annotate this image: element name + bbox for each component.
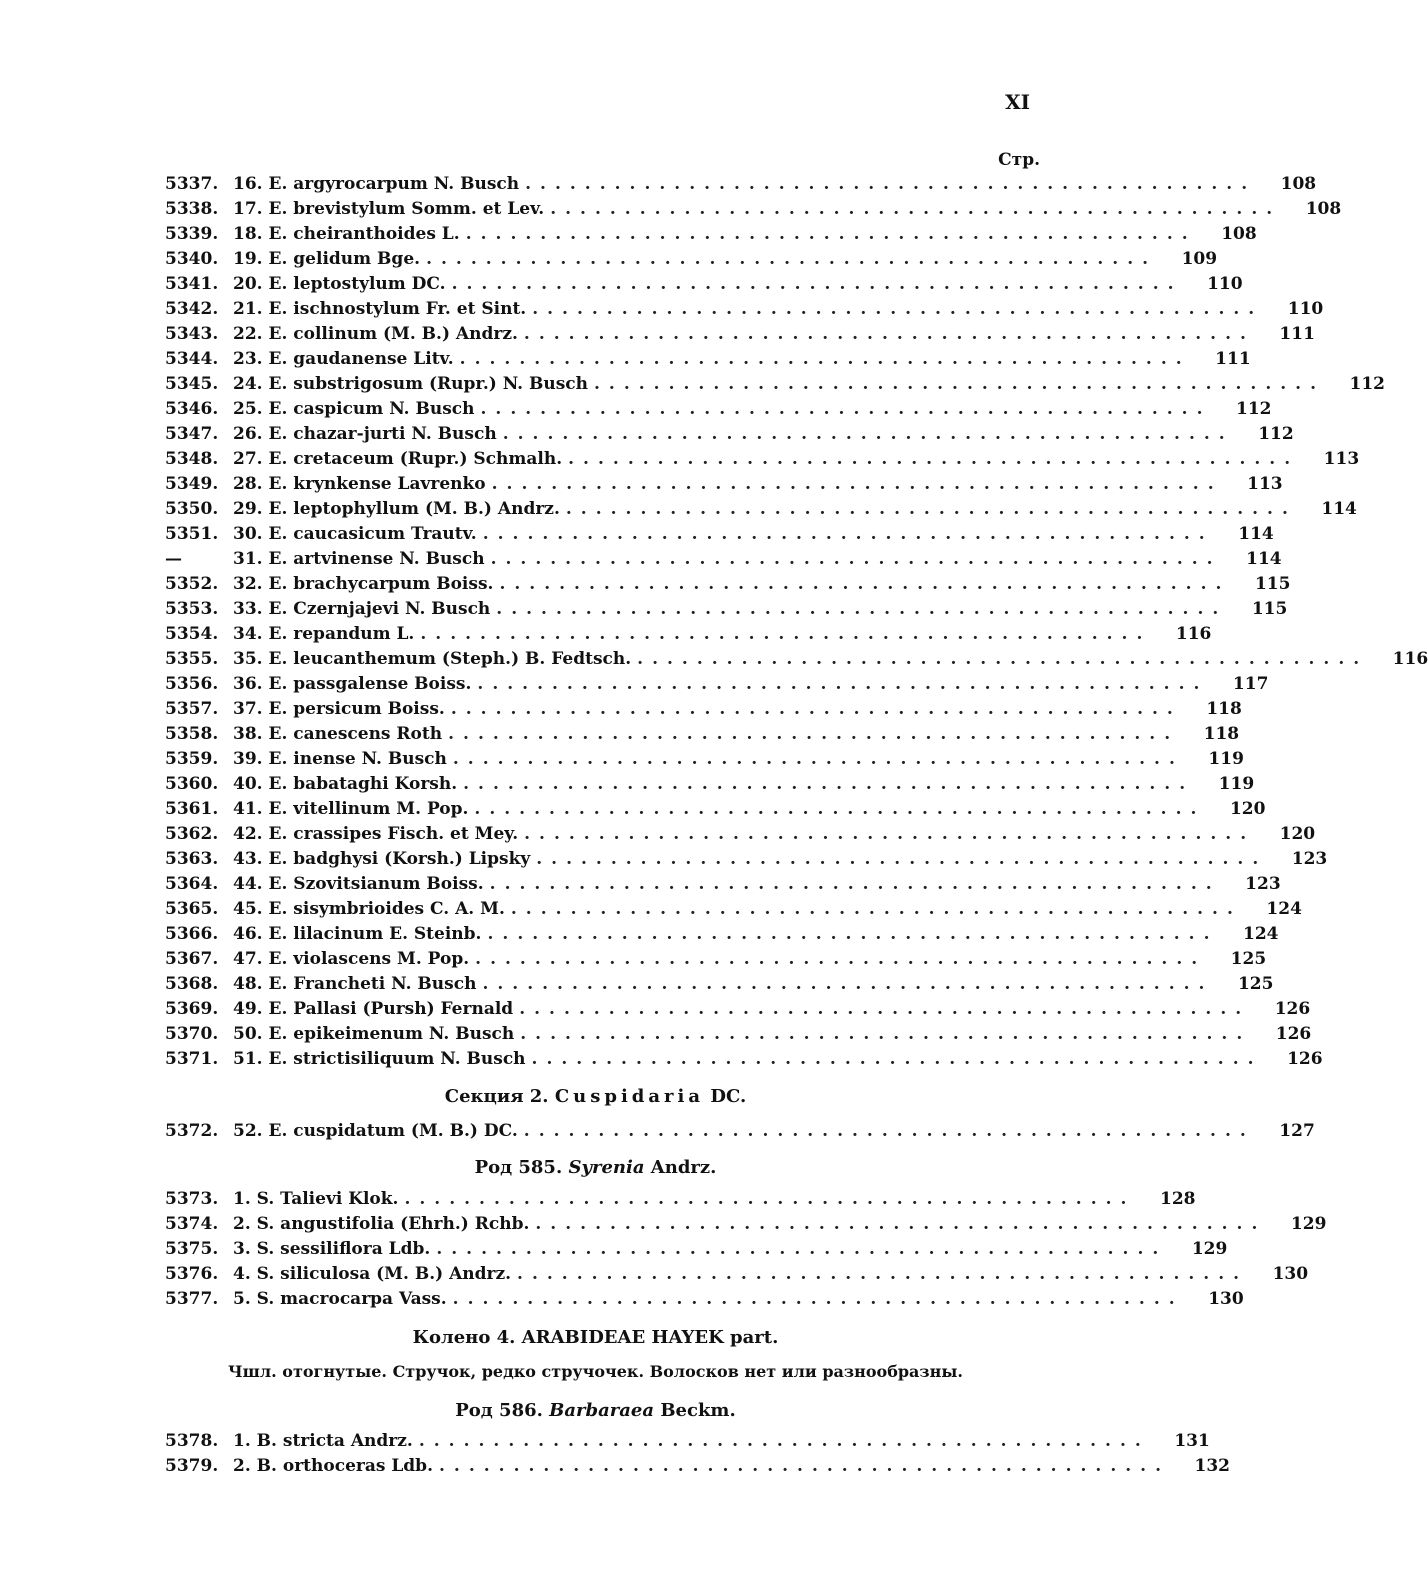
entry-number: 5348.: [165, 448, 219, 469]
entry-title: 44. E. Szovitsianum Boiss.: [233, 873, 484, 894]
entry-number: 5373.: [165, 1188, 219, 1209]
entry-number: 5346.: [165, 398, 219, 419]
page-number: XI: [1005, 90, 1030, 114]
list-item: 5339. 18. E. cheiranthoides L. ................................................. 108: [165, 223, 1257, 244]
entry-title: 23. E. gaudanense Litv.: [233, 348, 454, 369]
entry-title: 21. E. ischnostylum Fr. et Sint.: [233, 298, 527, 319]
entry-page: 132: [1194, 1455, 1231, 1476]
entry-title: 47. E. violascens M. Pop.: [233, 948, 470, 969]
entry-number: 5359.: [165, 748, 219, 769]
list-item: 5369. 49. E. Pallasi (Pursh) Fernald ................................................. 126: [165, 998, 1311, 1019]
list-item: 5371. 51. E. strictisiliquum N. Busch ................................................. 126: [165, 1048, 1323, 1069]
entry-page: 123: [1245, 873, 1281, 894]
entry-number: —: [165, 548, 182, 569]
entry-title: 17. E. brevistylum Somm. et Lev.: [233, 198, 545, 219]
entry-title: 3. S. sessiliflora Ldb.: [233, 1238, 431, 1259]
list-item: 5358. 38. E. canescens Roth ................................................. 118: [165, 723, 1240, 744]
entry-title: 37. E. persicum Boiss.: [233, 698, 445, 719]
list-item: 5364. 44. E. Szovitsianum Boiss. ................................................. 123: [165, 873, 1281, 894]
entry-page: 113: [1323, 448, 1360, 469]
entry-number: 5363.: [165, 848, 219, 869]
entry-number: 5343.: [165, 323, 219, 344]
list-item: 5366. 46. E. lilacinum E. Steinb. ................................................. 124: [165, 923, 1279, 944]
list-item: 5363. 43. E. badghysi (Korsh.) Lipsky ................................................. 123: [165, 848, 1328, 869]
entry-title: 30. E. caucasicum Trautv.: [233, 523, 477, 544]
list-item: 5365. 45. E. sisymbrioides C. A. M. ................................................. 124: [165, 898, 1302, 919]
list-item: 5341. 20. E. leptostylum DC. ................................................. 110: [165, 273, 1243, 294]
entry-page: 130: [1208, 1288, 1244, 1309]
section-prefix: Секция 2.: [444, 1086, 549, 1107]
list-item: 5351. 30. E. caucasicum Trautv. ................................................. 114: [165, 523, 1274, 544]
entry-number: 5337.: [165, 173, 219, 194]
entry-page: 111: [1215, 348, 1251, 369]
entry-number: 5376.: [165, 1263, 219, 1284]
list-item: 5352. 32. E. brachycarpum Boiss. ................................................. 115: [165, 573, 1291, 594]
entry-title: 1. B. stricta Andrz.: [233, 1430, 413, 1451]
entry-title: 34. E. repandum L.: [233, 623, 415, 644]
list-item: 5379. 2. B. orthoceras Ldb. ................................................. 132: [165, 1455, 1231, 1476]
entry-number: 5357.: [165, 698, 219, 719]
entry-title: 41. E. vitellinum M. Pop.: [233, 798, 469, 819]
list-item: 5368. 48. E. Francheti N. Busch ................................................. 125: [165, 973, 1274, 994]
list-item: 5357. 37. E. persicum Boiss. ................................................. 118: [165, 698, 1242, 719]
entry-title: 20. E. leptostylum DC.: [233, 273, 446, 294]
entry-title: 43. E. badghysi (Korsh.) Lipsky: [233, 848, 531, 869]
entry-page: 108: [1305, 198, 1342, 219]
entry-page: 114: [1246, 548, 1282, 569]
list-item: 5349. 28. E. krynkense Lavrenko ................................................. 113: [165, 473, 1283, 494]
entry-page: 116: [1175, 623, 1212, 644]
entry-title: 39. E. inense N. Busch: [233, 748, 447, 769]
list-item: 5360. 40. E. babataghi Korsh. ................................................. 119: [165, 773, 1255, 794]
entry-title: 5. S. macrocarpa Vass.: [233, 1288, 447, 1309]
entry-page: 124: [1243, 923, 1279, 944]
list-item: 5370. 50. E. epikeimenum N. Busch ................................................. 126: [165, 1023, 1312, 1044]
entry-title: 2. S. angustifolia (Ehrh.) Rchb.: [233, 1213, 530, 1234]
entry-number: 5338.: [165, 198, 219, 219]
genus-prefix: Род 585.: [474, 1157, 563, 1178]
list-item: 5362. 42. E. crassipes Fisch. et Mey. ................................................. 120: [165, 823, 1316, 844]
entry-page: 127: [1279, 1120, 1315, 1141]
genus-author: Andrz.: [650, 1157, 717, 1178]
entry-number: 5353.: [165, 598, 219, 619]
entry-page: 119: [1218, 773, 1255, 794]
list-item: 5359. 39. E. inense N. Busch ................................................. 119: [165, 748, 1244, 769]
entry-page: 129: [1290, 1213, 1327, 1234]
genus-heading: [0, 1157, 1191, 1178]
entry-page: 109: [1181, 248, 1218, 269]
entry-number: 5369.: [165, 998, 219, 1019]
entry-number: 5356.: [165, 673, 219, 694]
list-item: 5338. 17. E. brevistylum Somm. et Lev. ................................................. 108: [165, 198, 1342, 219]
list-item: 5348. 27. E. cretaceum (Rupr.) Schmalh. ................................................. 113: [165, 448, 1360, 469]
entry-page: 113: [1247, 473, 1283, 494]
entry-number: 5349.: [165, 473, 219, 494]
list-item: — 31. E. artvinense N. Busch ................................................. 114: [165, 548, 1282, 569]
entry-title: 42. E. crassipes Fisch. et Mey.: [233, 823, 519, 844]
entry-page: 110: [1207, 273, 1243, 294]
page-column-header: Стр.: [998, 150, 1040, 170]
list-item: 5377. 5. S. macrocarpa Vass. ................................................. 130: [165, 1288, 1244, 1309]
entry-title: 52. E. cuspidatum (M. B.) DC.: [233, 1120, 518, 1141]
list-item: 5355. 35. E. leucanthemum (Steph.) B. Fedtsch. ................................................. 116: [165, 648, 1428, 669]
entry-number: 5375.: [165, 1238, 219, 1259]
entry-title: 16. E. argyrocarpum N. Busch: [233, 173, 520, 194]
entry-page: 126: [1274, 998, 1311, 1019]
entry-title: 27. E. cretaceum (Rupr.) Schmalh.: [233, 448, 563, 469]
entry-page: 120: [1229, 798, 1266, 819]
entry-page: 112: [1349, 373, 1386, 394]
entry-number: 5344.: [165, 348, 219, 369]
entry-title: 51. E. strictisiliquum N. Busch: [233, 1048, 526, 1069]
entry-title: 36. E. passgalense Boiss.: [233, 673, 472, 694]
list-item: 5350. 29. E. leptophyllum (M. B.) Andrz. ................................................. 114: [165, 498, 1357, 519]
entry-page: 116: [1392, 648, 1428, 669]
entry-page: 112: [1236, 398, 1272, 419]
list-item: 5373. 1. S. Talievi Klok. ................................................. 128: [165, 1188, 1196, 1209]
entry-title: 4. S. siliculosa (M. B.) Andrz.: [233, 1263, 512, 1284]
entry-number: 5358.: [165, 723, 219, 744]
entry-title: 40. E. babataghi Korsh.: [233, 773, 458, 794]
entry-page: 108: [1280, 173, 1317, 194]
list-item: 5342. 21. E. ischnostylum Fr. et Sint. ................................................. 110: [165, 298, 1324, 319]
entry-page: 115: [1251, 598, 1288, 619]
entry-title: 25. E. caspicum N. Busch: [233, 398, 475, 419]
entry-page: 115: [1254, 573, 1291, 594]
entry-page: 118: [1206, 698, 1242, 719]
tribe-description: Чшл. отогнутые. Стручок, редко стручочек. Волосков нет или разнообразны.: [228, 1362, 963, 1381]
entry-page: 123: [1291, 848, 1328, 869]
entry-number: 5374.: [165, 1213, 219, 1234]
entry-number: 5352.: [165, 573, 219, 594]
entry-title: 49. E. Pallasi (Pursh) Fernald: [233, 998, 514, 1019]
genus-name: Syrenia: [568, 1157, 645, 1178]
entry-number: 5340.: [165, 248, 219, 269]
entry-page: 118: [1203, 723, 1240, 744]
entry-page: 111: [1279, 323, 1315, 344]
entry-number: 5345.: [165, 373, 219, 394]
entry-title: 48. E. Francheti N. Busch: [233, 973, 477, 994]
entry-title: 46. E. lilacinum E. Steinb.: [233, 923, 482, 944]
entry-page: 126: [1287, 1048, 1323, 1069]
entry-number: 5368.: [165, 973, 219, 994]
entry-page: 125: [1237, 973, 1274, 994]
entry-number: 5351.: [165, 523, 219, 544]
genus-name: Barbaraea: [549, 1400, 655, 1421]
entry-number: 5341.: [165, 273, 219, 294]
list-item: 5353. 33. E. Czernjajevi N. Busch ................................................. 115: [165, 598, 1288, 619]
entry-title: 2. B. orthoceras Ldb.: [233, 1455, 433, 1476]
entry-page: 128: [1159, 1188, 1196, 1209]
list-item: 5361. 41. E. vitellinum M. Pop. ................................................. 120: [165, 798, 1266, 819]
entry-page: 125: [1230, 948, 1267, 969]
genus-prefix: Род 586.: [455, 1400, 543, 1421]
entry-number: 5364.: [165, 873, 219, 894]
entry-page: 131: [1174, 1430, 1210, 1451]
entry-number: 5360.: [165, 773, 219, 794]
entry-page: 117: [1232, 673, 1269, 694]
entry-title: 26. E. chazar-jurti N. Busch: [233, 423, 497, 444]
entry-number: 5362.: [165, 823, 219, 844]
list-item: 5345. 24. E. substrigosum (Rupr.) N. Busch ................................................. 112: [165, 373, 1386, 394]
entry-title: 50. E. epikeimenum N. Busch: [233, 1023, 515, 1044]
section-author: DC.: [710, 1086, 747, 1107]
list-item: 5343. 22. E. collinum (M. B.) Andrz. ................................................. 111: [165, 323, 1315, 344]
list-item: 5337. 16. E. argyrocarpum N. Busch ................................................. 108: [165, 173, 1317, 194]
entry-title: 35. E. leucanthemum (Steph.) B. Fedtsch.: [233, 648, 632, 669]
entry-page: 114: [1238, 523, 1274, 544]
entry-title: 22. E. collinum (M. B.) Andrz.: [233, 323, 518, 344]
entry-title: 38. E. canescens Roth: [233, 723, 443, 744]
section-name: Cuspidaria: [554, 1086, 705, 1107]
entry-title: 31. E. artvinense N. Busch: [233, 548, 485, 569]
genus-author: Beckm.: [660, 1400, 736, 1421]
entry-number: 5355.: [165, 648, 219, 669]
entry-title: 45. E. sisymbrioides C. A. M.: [233, 898, 505, 919]
list-item: 5356. 36. E. passgalense Boiss. ................................................. 117: [165, 673, 1269, 694]
entry-number: 5350.: [165, 498, 219, 519]
list-item: 5375. 3. S. sessiliflora Ldb. ................................................. 129: [165, 1238, 1228, 1259]
entry-title: 19. E. gelidum Bge.: [233, 248, 421, 269]
entry-number: 5354.: [165, 623, 219, 644]
entry-number: 5377.: [165, 1288, 219, 1309]
entry-title: 24. E. substrigosum (Rupr.) N. Busch: [233, 373, 588, 394]
entry-title: 1. S. Talievi Klok.: [233, 1188, 399, 1209]
entry-number: 5342.: [165, 298, 219, 319]
entry-title: 29. E. leptophyllum (M. B.) Andrz.: [233, 498, 560, 519]
entry-number: 5339.: [165, 223, 219, 244]
entry-page: 130: [1272, 1263, 1309, 1284]
entry-number: 5365.: [165, 898, 219, 919]
entry-page: 119: [1208, 748, 1244, 769]
entry-number: 5366.: [165, 923, 219, 944]
entry-number: 5378.: [165, 1430, 219, 1451]
entry-number: 5370.: [165, 1023, 219, 1044]
list-item: 5344. 23. E. gaudanense Litv. ................................................. 111: [165, 348, 1251, 369]
entry-number: 5361.: [165, 798, 219, 819]
entry-number: 5347.: [165, 423, 219, 444]
list-item: 5347. 26. E. chazar-jurti N. Busch ................................................. 112: [165, 423, 1294, 444]
genus-heading: [0, 1400, 1191, 1421]
entry-page: 108: [1221, 223, 1257, 244]
list-item: 5346. 25. E. caspicum N. Busch ................................................. 112: [165, 398, 1272, 419]
entry-page: 120: [1279, 823, 1316, 844]
list-item: 5376. 4. S. siliculosa (M. B.) Andrz. ................................................. 130: [165, 1263, 1309, 1284]
entry-number: 5371.: [165, 1048, 219, 1069]
list-item: 5367. 47. E. violascens M. Pop. ................................................. 125: [165, 948, 1267, 969]
entry-title: 32. E. brachycarpum Boiss.: [233, 573, 494, 594]
entry-number: 5367.: [165, 948, 219, 969]
entry-title: 33. E. Czernjajevi N. Busch: [233, 598, 491, 619]
entry-number: 5372.: [165, 1120, 219, 1141]
entry-title: 28. E. krynkense Lavrenko: [233, 473, 486, 494]
list-item: 5374. 2. S. angustifolia (Ehrh.) Rchb. ................................................. 129: [165, 1213, 1327, 1234]
entry-title: 18. E. cheiranthoides L.: [233, 223, 460, 244]
section-heading: [0, 1086, 1191, 1107]
entry-page: 124: [1266, 898, 1302, 919]
tribe-heading: Колено 4. ARABIDEAE HAYEK part.: [412, 1327, 779, 1348]
entry-page: 110: [1287, 298, 1324, 319]
list-item: 5372. 52. E. cuspidatum (M. B.) DC. ................................................. 127: [165, 1120, 1315, 1141]
list-item: 5378. 1. B. stricta Andrz. ................................................. 131: [165, 1430, 1210, 1451]
entry-page: 126: [1275, 1023, 1312, 1044]
entry-page: 114: [1321, 498, 1357, 519]
entry-number: 5379.: [165, 1455, 219, 1476]
entry-page: 129: [1191, 1238, 1228, 1259]
list-item: 5354. 34. E. repandum L. ................................................. 116: [165, 623, 1212, 644]
list-item: 5340. 19. E. gelidum Bge. ................................................. 109: [165, 248, 1218, 269]
entry-page: 112: [1258, 423, 1294, 444]
